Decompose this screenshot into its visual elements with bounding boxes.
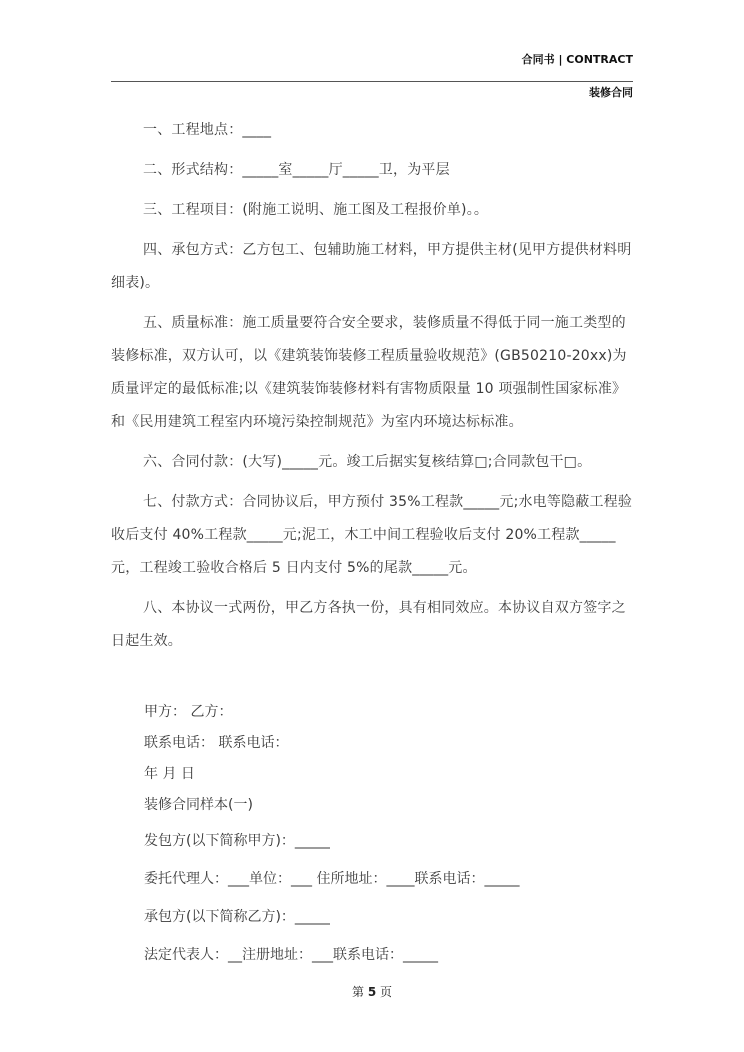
clause-contract-method: 四、承包方式：乙方包工、包辅助施工材料，甲方提供主材(见甲方提供材料明细表)。 — [111, 242, 632, 291]
clause-location: 一、工程地点：____ — [143, 122, 272, 138]
clause-payment-method: 七、付款方式：合同协议后，甲方预付 35%工程款_____元;水电等隐蔽工程验收后支付 40%工程款_____元;泥工，木工中间工程验收后支付 20%工程款_____元，工程竣工验收合格后 5 日内支付 5%的尾款_____元。 — [111, 494, 633, 576]
page-suffix: 页 — [380, 985, 393, 999]
page-header — [111, 52, 633, 99]
header-divider — [111, 81, 633, 82]
party-labels: 甲方： 乙方： — [144, 704, 233, 720]
legal-rep-line: 法定代表人：__注册地址：___联系电话：_____ — [144, 947, 438, 963]
contract-body — [111, 114, 633, 665]
sample-title: 装修合同样本(一) — [144, 797, 253, 813]
signature-block — [144, 697, 624, 973]
clause-contract-payment: 六、合同付款：(大写)_____元。竣工后据实复核结算□;合同款包干□。 — [143, 454, 592, 470]
clause-structure: 二、形式结构：_____室_____厅_____卫，为平层 — [143, 162, 450, 178]
employer-line: 发包方(以下简称甲方)：_____ — [144, 833, 330, 849]
page-prefix: 第 — [351, 985, 364, 999]
phone-labels: 联系电话： 联系电话： — [144, 735, 289, 751]
clause-project: 三、工程项目：(附施工说明、施工图及工程报价单)。。 — [143, 202, 489, 218]
clause-quality-standard: 五、质量标准：施工质量要符合安全要求，装修质量不得低于同一施工类型的装修标准，双方认可，以《建筑装饰装修工程质量验收规范》(GB50210-20xx)为质量评定的最低标准;以《建筑装饰装修材料有害物质限量 10 项强制性国家标准》和《民用建筑工程室内环境污染控制规范》为室内环境达标标准。 — [111, 315, 627, 430]
header-subtitle: 装修合同 — [589, 86, 633, 99]
clause-validity: 八、本协议一式两份，甲乙方各执一份，具有相同效应。本协议自双方签字之日起生效。 — [111, 600, 626, 649]
header-title: 合同书 | CONTRACT — [521, 53, 633, 66]
page-footer — [0, 983, 744, 1000]
contractor-line: 承包方(以下简称乙方)：_____ — [144, 909, 330, 925]
date-line: 年 月 日 — [144, 766, 195, 782]
page-number: 5 — [367, 985, 377, 999]
agent-line: 委托代理人：___单位：___ 住所地址：____联系电话：_____ — [144, 871, 520, 887]
